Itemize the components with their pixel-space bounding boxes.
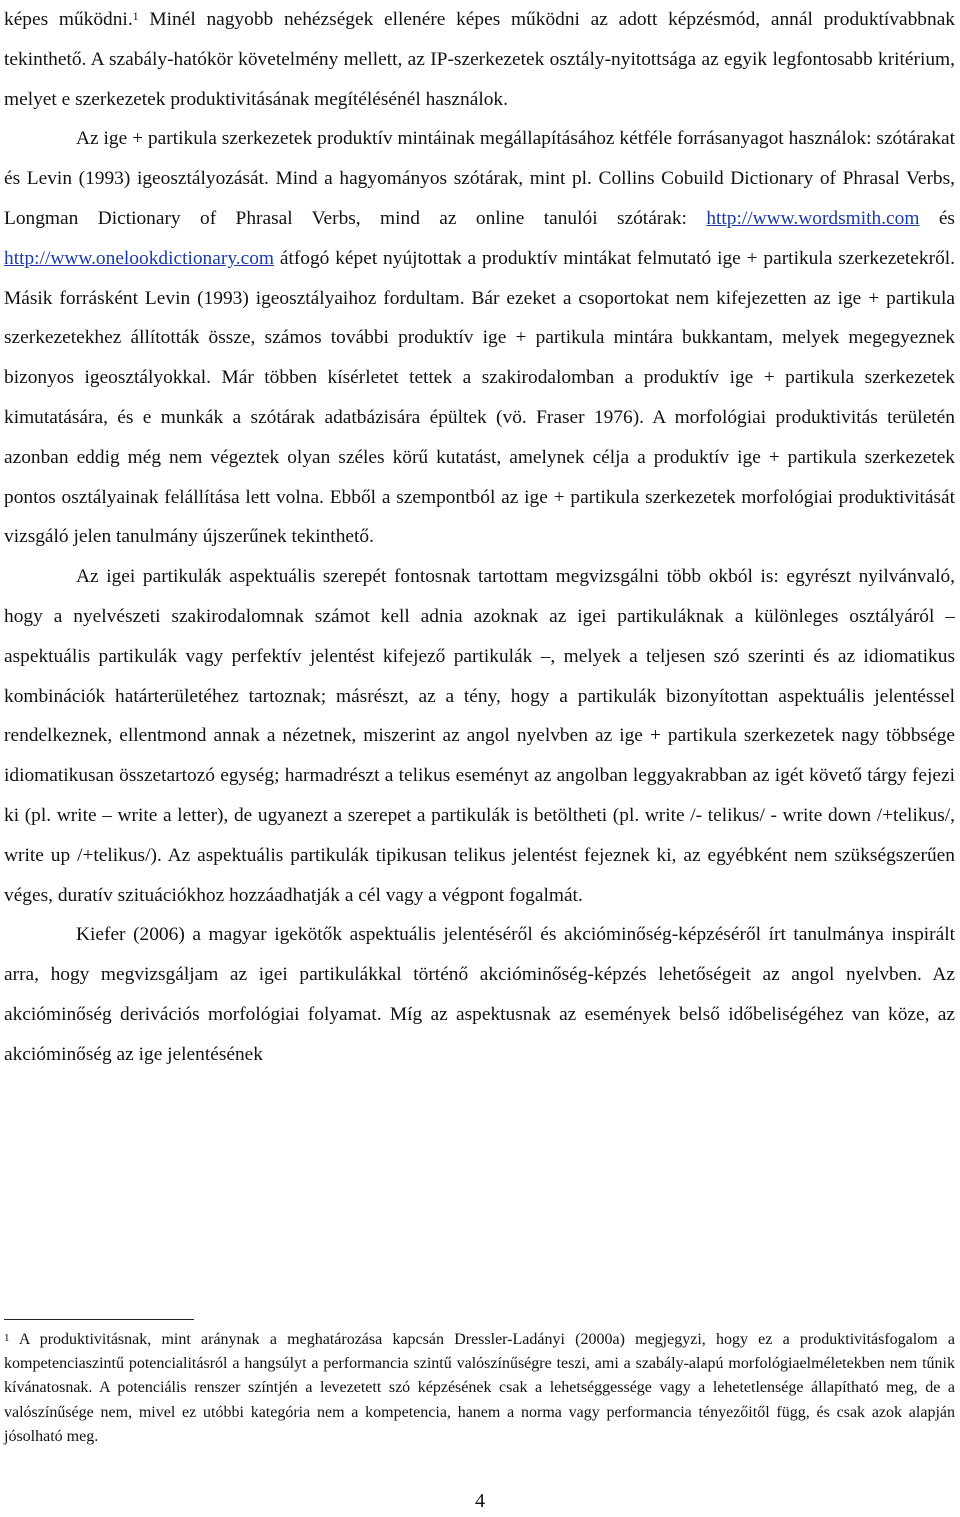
page-number: 4 — [475, 1490, 485, 1512]
footnote-text: A produktivitásnak, mint aránynak a meghatározása kapcsán Dressler-Ladányi (2000a) megjegyzi, hogy ez a produktivitásfogalom a kompetenciaszintű potencialitásról a hangsúlyt a performancia szintű valószínűségre teszi, ami a szabály-alapú morfológiaelméletekben nem tűnik kívánatosnak. A potenciális renszer színtjén a levezetett szó képzésének csak a lehetséggessége vagy a lehetetlensége állapítható meg, de a valószínűsége nem, mivel ez utóbbi kategória nem a kompetencia, hanem a norma vagy performancia tényezőitől függ, és csak azok alapján jósolható meg. — [4, 1331, 955, 1445]
paragraph — [4, 0, 955, 119]
text-run: képes működni. — [4, 9, 133, 30]
footnote-reference[interactable]: 1 — [132, 9, 139, 23]
text-run: Minél nagyobb nehézségek ellenére képes működni az adott képzésmód, annál produktívabbnak tekinthető. A szabály-hatókör követelmény mellett, az IP-szerkezetek osztály-nyitottsága az egyik legfontosabb kritérium, melyet e szerkezetek produktivitásának megítélésénél használok. — [4, 9, 955, 110]
document-page — [4, 0, 955, 1075]
footnote-number: 1 — [4, 1332, 10, 1344]
hyperlink[interactable]: http://www.onelookdictionary.com — [4, 247, 274, 269]
text-run: Az ige + partikula szerkezetek produktív mintáinak megállapításához kétféle forrásanyagot használok: szótárakat és Levin (1993) igeosztályozását. Mind a hagyományos szótárak, mint pl. Collins Cobuild Dictionary of Phrasal Verbs, Longman Dictionary of Phrasal Verbs, mind az online tanulói szótárak: — [4, 128, 955, 229]
document-body — [4, 0, 955, 1075]
hyperlink[interactable]: http://www.wordsmith.com — [706, 207, 920, 229]
footnote — [4, 1328, 955, 1449]
paragraph — [4, 557, 955, 915]
text-run: Az igei partikulák aspektuális szerepét fontosnak tartottam megvizsgálni több okból is: egyrészt nyilvánvaló, hogy a nyelvészeti szakirodalomnak számot kell adnia azoknak az igei partikuláknak a különleges osztályáról – aspektuális partikulák vagy perfektív jelentést kifejező partikulák –, melyek a teljesen szó szerinti és az idiomatikus kombinációk határterületéhez tartoznak; másrészt, az a tény, hogy a partikulák bizonyítottan aspektuális jelentéssel rendelkeznek, ellentmond annak a nézetnek, miszerint az angol nyelvben az ige + partikula szerkezetek nagy többsége idiomatikusan összetartozó egység; harmadrészt a telikus eseményt az angolban leggyakrabban az igét követő tárgy fejezi ki (pl. write – write a letter), de ugyanezt a szerepet a partikulák is betöltheti (pl. write /- telikus/ - write down /+telikus/, write up /+telikus/). Az aspektuális partikulák tipikusan telikus jelentést fejeznek ki, az egyébként nem szükségszerűen véges, duratív szituációkhoz hozzáadhatják a cél vagy a végpont fogalmát. — [4, 566, 955, 906]
text-run: Kiefer (2006) a magyar igekötők aspektuális jelentéséről és akcióminőség-képzéséről írt tanulmánya inspirált arra, hogy megvizsgáljam az igei partikulákkal történő akcióminőség-képzés lehetőségeit az angol nyelvben. Az akcióminőség derivációs morfológiai folyamat. Míg az aspektusnak az események belső időbeliségéhez van köze, az akcióminőség az ige jelentésének — [4, 924, 955, 1065]
paragraph — [4, 119, 955, 557]
footnote-separator — [4, 1319, 194, 1320]
text-run: és — [919, 207, 955, 229]
text-run: átfogó képet nyújtottak a produktív mintákat felmutató ige + partikula szerkezetekről. Másik forrásként Levin (1993) igeosztályaihoz fordultam. Bár ezeket a csoportokat nem kifejezetten az ige + partikula szerkezetekhez állították össze, számos további produktív ige + partikula mintára bukkantam, melyek megegyeznek bizonyos igeosztályokkal. Már többen kísérletet tettek a szakirodalomban a produktív ige + partikula szerkezetek kimutatására, és e munkák a szótárak adatbázisára épültek (vö. Fraser 1976). A morfológiai produktivitás területén azonban eddig még nem végeztek olyan széles körű kutatást, amelynek célja a produktív ige + partikula szerkezetek pontos osztályainak felállítása lett volna. Ebből a szempontból az ige + partikula szerkezetek morfológiai produktivitását vizsgáló jelen tanulmány újszerűnek tekinthető. — [4, 247, 955, 548]
paragraph — [4, 915, 955, 1074]
